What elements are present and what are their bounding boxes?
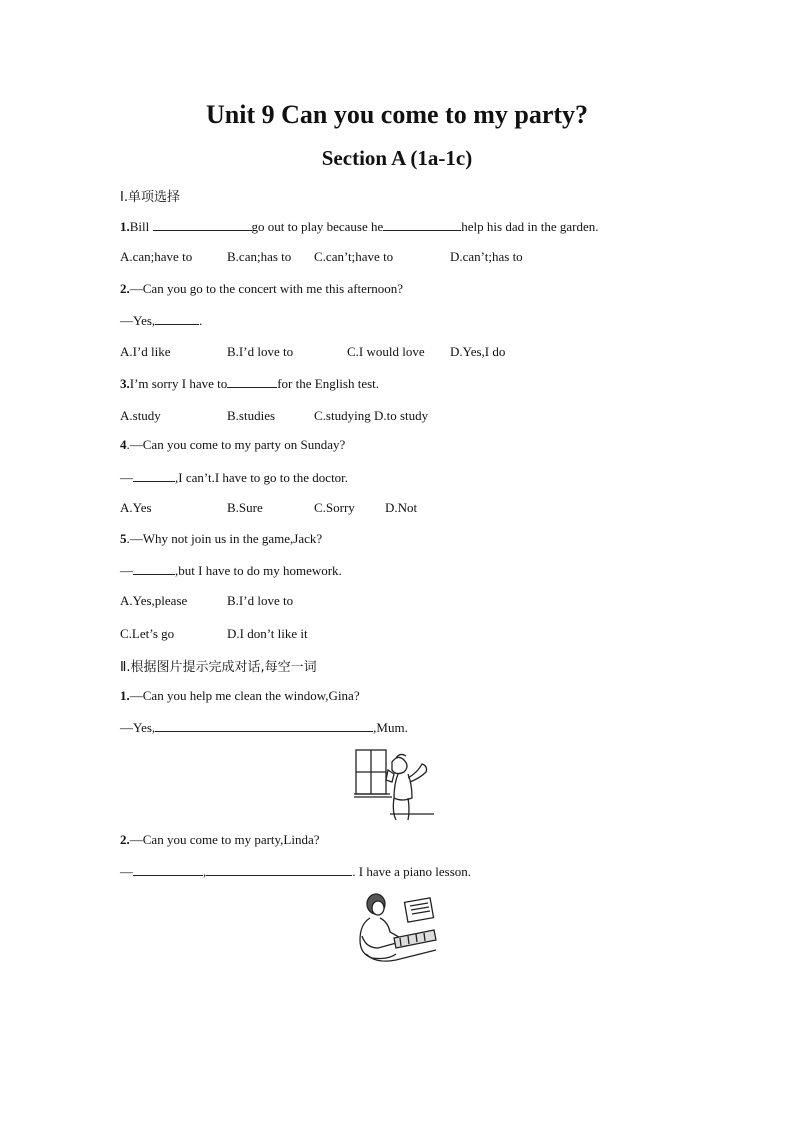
question-text: —Can you go to the concert with me this afternoon?: [129, 281, 404, 296]
option-c[interactable]: C.can’t;have to: [314, 249, 394, 264]
answer-blank[interactable]: [383, 218, 461, 231]
answer-suffix: ,but I have to do my homework.: [175, 563, 342, 578]
option-a[interactable]: A.can;have to: [120, 249, 193, 264]
option-c-d[interactable]: C.studying D.to study: [314, 408, 429, 423]
answer-blank[interactable]: [206, 863, 352, 876]
question-number: 4: [120, 437, 127, 452]
question-number: 2.: [120, 832, 130, 847]
answer-blank[interactable]: [155, 312, 199, 325]
answer-line-p1: [120, 719, 408, 736]
options-3: [120, 408, 620, 424]
question-text: for the English test.: [277, 376, 380, 391]
picture-question-1: [120, 688, 360, 704]
options-5-row1: [120, 593, 620, 609]
answer-blank[interactable]: [133, 562, 175, 575]
question-number: 1.: [120, 688, 130, 703]
question-number: 1.: [120, 219, 130, 234]
girl-cleaning-window-illustration: [352, 748, 436, 824]
question-4: [120, 437, 345, 453]
answer-blank[interactable]: [153, 218, 252, 231]
question-number: 5: [120, 531, 127, 546]
answer-prefix: —: [120, 563, 133, 578]
option-b[interactable]: B.I’d love to: [227, 344, 294, 359]
answer-separator: ,: [203, 864, 207, 879]
answer-blank[interactable]: [133, 469, 175, 482]
option-c[interactable]: C.Sorry: [314, 500, 355, 515]
option-b[interactable]: B.can;has to: [227, 249, 292, 264]
answer-suffix: ,Mum.: [373, 720, 408, 735]
question-text: —Can you come to my party,Linda?: [129, 832, 320, 847]
options-5-row2: [120, 626, 620, 642]
answer-line-p2: [120, 863, 471, 880]
answer-prefix: —Yes,: [120, 313, 156, 328]
section-subtitle: Section A (1a-1c): [321, 146, 473, 170]
answer-prefix: —Yes,: [120, 720, 156, 735]
answer-blank[interactable]: [155, 719, 373, 732]
option-a[interactable]: A.I’d like: [120, 344, 171, 359]
answer-blank[interactable]: [227, 375, 277, 388]
question-3: [120, 375, 379, 392]
page-title: Unit 9 Can you come to my party?: [205, 100, 589, 129]
answer-prefix: —: [120, 864, 133, 879]
options-1: [120, 249, 620, 265]
woman-playing-piano-illustration: [356, 892, 438, 966]
picture-question-2: [120, 832, 320, 848]
option-d[interactable]: D.can’t;has to: [450, 249, 523, 264]
option-a[interactable]: A.Yes: [120, 500, 152, 515]
answer-blank[interactable]: [133, 863, 203, 876]
answer-prefix: —: [120, 470, 133, 485]
option-c[interactable]: C.I would love: [347, 344, 425, 359]
options-2: [120, 344, 620, 360]
options-4: [120, 500, 620, 516]
question-text: help his dad in the garden.: [461, 219, 599, 234]
question-5: [120, 531, 322, 547]
answer-line-5: [120, 562, 342, 579]
question-text: —Can you help me clean the window,Gina?: [129, 688, 360, 703]
section-heading-1: Ⅰ.单项选择: [120, 190, 180, 205]
answer-suffix: . I have a piano lesson.: [352, 864, 472, 879]
section-heading-2: Ⅱ.根据图片提示完成对话,每空一词: [120, 660, 317, 675]
option-d[interactable]: D.Not: [385, 500, 418, 515]
question-text: I’m sorry I have to: [129, 376, 228, 391]
question-text: .—Can you come to my party on Sunday?: [126, 437, 346, 452]
answer-line-2: [120, 312, 202, 329]
option-b[interactable]: B.studies: [227, 408, 276, 423]
answer-suffix: ,I can’t.I have to go to the doctor.: [175, 470, 349, 485]
option-b[interactable]: B.Sure: [227, 500, 263, 515]
option-a[interactable]: A.Yes,please: [120, 593, 188, 608]
option-d[interactable]: D.Yes,I do: [450, 344, 506, 359]
question-1: [120, 218, 598, 235]
question-number: 2.: [120, 281, 130, 296]
option-a[interactable]: A.study: [120, 408, 161, 423]
question-text: go out to play because he: [251, 219, 384, 234]
question-text: Bill: [129, 219, 153, 234]
option-c[interactable]: C.Let’s go: [120, 626, 175, 641]
question-number: 3.: [120, 376, 130, 391]
answer-line-4: [120, 469, 348, 486]
window-picture: [352, 748, 436, 824]
answer-suffix: .: [199, 313, 203, 328]
piano-picture: [356, 892, 438, 966]
question-text: .—Why not join us in the game,Jack?: [126, 531, 323, 546]
question-2: [120, 281, 403, 297]
option-b[interactable]: B.I’d love to: [227, 593, 294, 608]
option-d[interactable]: D.I don’t like it: [227, 626, 308, 641]
